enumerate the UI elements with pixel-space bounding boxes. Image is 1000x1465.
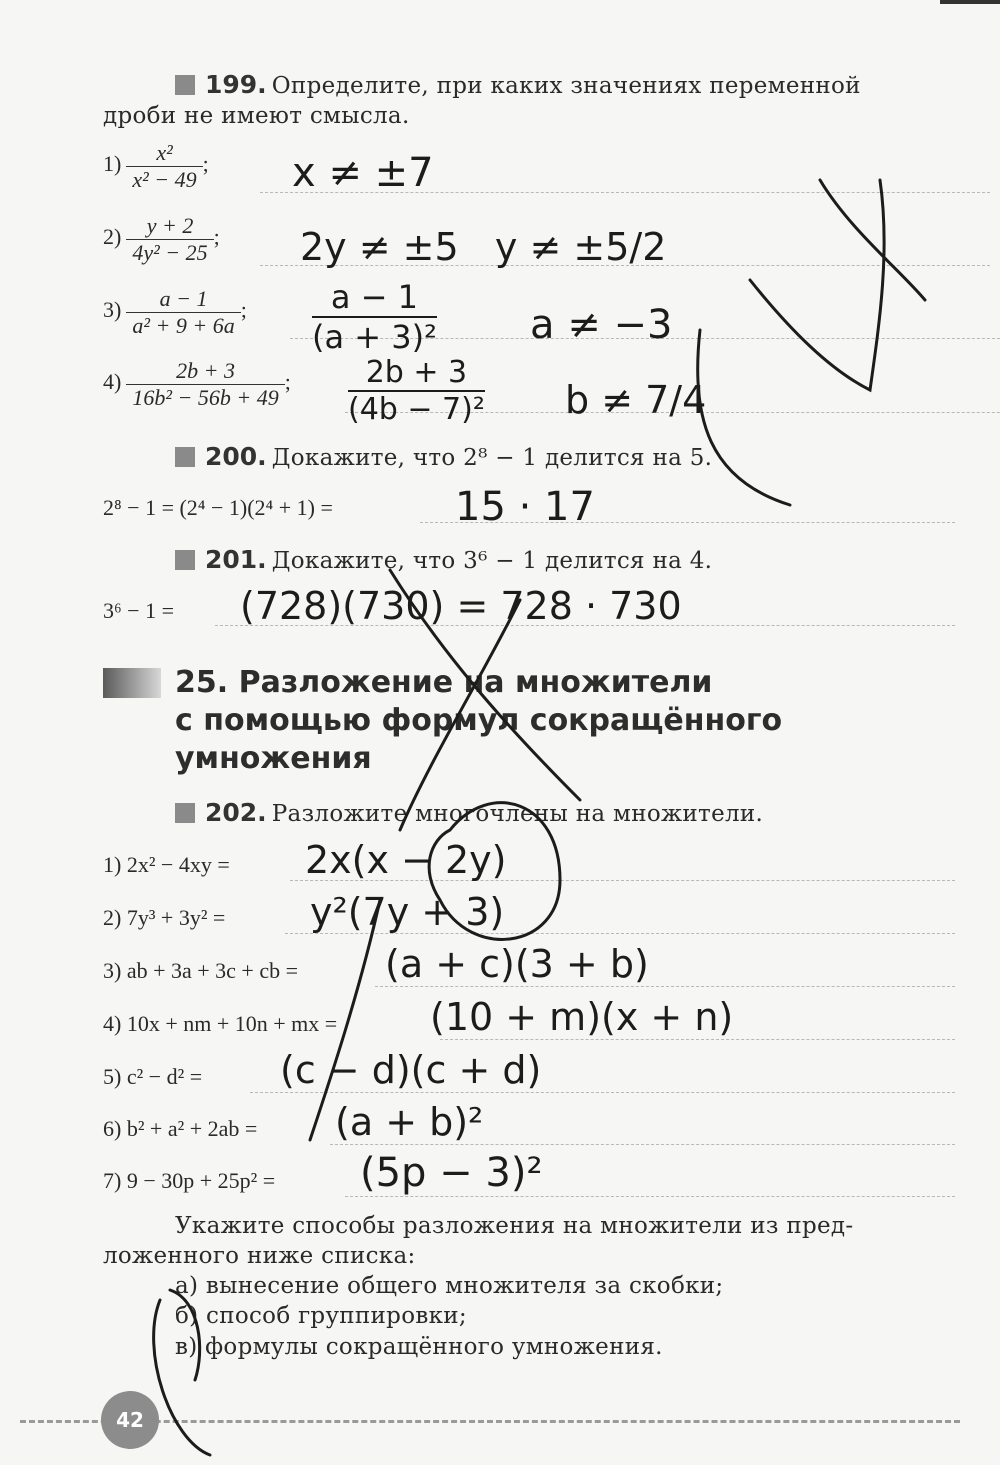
- handwritten-fraction: 2b + 3 (4b − 7)²: [348, 355, 485, 427]
- section-title: 25. Разложение на множители с помощью формул сокращённого умножения: [175, 665, 783, 776]
- page-number: 42: [101, 1391, 159, 1449]
- list-item: 4) $\frac{2b + 3}{\text{16b² − 56b + 49}}$ ;: [103, 358, 291, 410]
- handwritten-answer: 2y ≠ ±5 y ≠ ±5/2: [300, 225, 667, 269]
- method-item: б) способ группировки;: [175, 1303, 467, 1329]
- handwritten-answer: x ≠ ±7: [292, 150, 434, 196]
- equation: 2⁸ − 1 = (2⁴ − 1)(2⁴ + 1) =: [103, 495, 333, 520]
- fraction: $\frac{2b + 3}{\text{16b² − 56b + 49}}$: [126, 358, 284, 411]
- handwritten-answer: (728)(730) = 728 · 730: [240, 584, 682, 628]
- list-item: 2) 7y³ + 3y² =: [103, 905, 226, 930]
- list-item: 3) $\frac{a - 1}{\text{a² + 9 + 6a}}$ ;: [103, 286, 247, 338]
- list-item: 6) b² + a² + 2ab =: [103, 1116, 258, 1141]
- handwritten-answer: y²(7y + 3): [310, 890, 505, 934]
- handwritten-answer: (5p − 3)²: [360, 1150, 543, 1196]
- handwritten-answer: a ≠ −3: [530, 302, 673, 348]
- problem-201-heading: 201. Докажите, что 3⁶ − 1 делится на 4.: [175, 545, 712, 574]
- list-item: 5) c² − d² =: [103, 1064, 203, 1089]
- handwritten-answer: (10 + m)(x + n): [430, 995, 734, 1039]
- fraction: $\frac{\text{x²}}{\text{x² − 49}}$: [126, 140, 202, 193]
- list-item: 3) ab + 3a + 3c + cb =: [103, 958, 299, 983]
- note-text: Укажите способы разложения на множители из пред-: [175, 1213, 854, 1239]
- problem-text-line2: дроби не имеют смысла.: [103, 103, 410, 129]
- list-item: 4) 10x + nm + 10n + mx =: [103, 1011, 338, 1036]
- handwritten-answer: b ≠ 7/4: [565, 378, 707, 422]
- problem-text: Определите, при каких значениях переменной: [271, 73, 861, 99]
- list-item: 2) $\frac{y + 2}{\text{4y² − 25}}$ ;: [103, 213, 220, 265]
- problem-number: 199.: [205, 70, 267, 99]
- list-item: 1) 2x² − 4xy =: [103, 852, 230, 877]
- handwritten-answer: 2x(x − 2y): [305, 838, 507, 882]
- slash-stroke: [310, 900, 380, 1140]
- checkmark-stroke: [820, 180, 925, 300]
- circle-stroke: [170, 1290, 200, 1380]
- fraction: $\frac{a - 1}{\text{a² + 9 + 6a}}$: [126, 286, 240, 339]
- checkmark-stroke: [750, 180, 884, 390]
- handwritten-answer: (a + c)(3 + b): [385, 942, 649, 986]
- list-item: 1) $\frac{\text{x²}}{\text{x² − 49}}$ ;: [103, 140, 209, 192]
- slash-stroke: [698, 330, 790, 505]
- list-item: 7) 9 − 30p + 25p² =: [103, 1168, 276, 1193]
- handwritten-answer: (c − d)(c + d): [280, 1048, 542, 1092]
- fraction: $\frac{y + 2}{\text{4y² − 25}}$: [126, 213, 213, 266]
- method-item: в) формулы сокращённого умножения.: [175, 1334, 663, 1360]
- problem-200-heading: 200. Докажите, что 2⁸ − 1 делится на 5.: [175, 442, 712, 471]
- handwritten-fraction: a − 1 (a + 3)²: [312, 278, 437, 356]
- handwritten-answer: (a + b)²: [335, 1100, 484, 1144]
- slash-stroke: [390, 570, 580, 800]
- handwritten-answer: 15 · 17: [455, 484, 595, 530]
- equation: 3⁶ − 1 =: [103, 598, 174, 623]
- circle-stroke: [429, 803, 560, 940]
- circle-stroke: [154, 1300, 210, 1455]
- method-item: а) вынесение общего множителя за скобки;: [175, 1273, 724, 1299]
- slash-stroke: [400, 600, 520, 830]
- note-text: ложенного ниже списка:: [103, 1243, 416, 1269]
- problem-202-heading: 202. Разложите многочлены на множители.: [175, 798, 763, 827]
